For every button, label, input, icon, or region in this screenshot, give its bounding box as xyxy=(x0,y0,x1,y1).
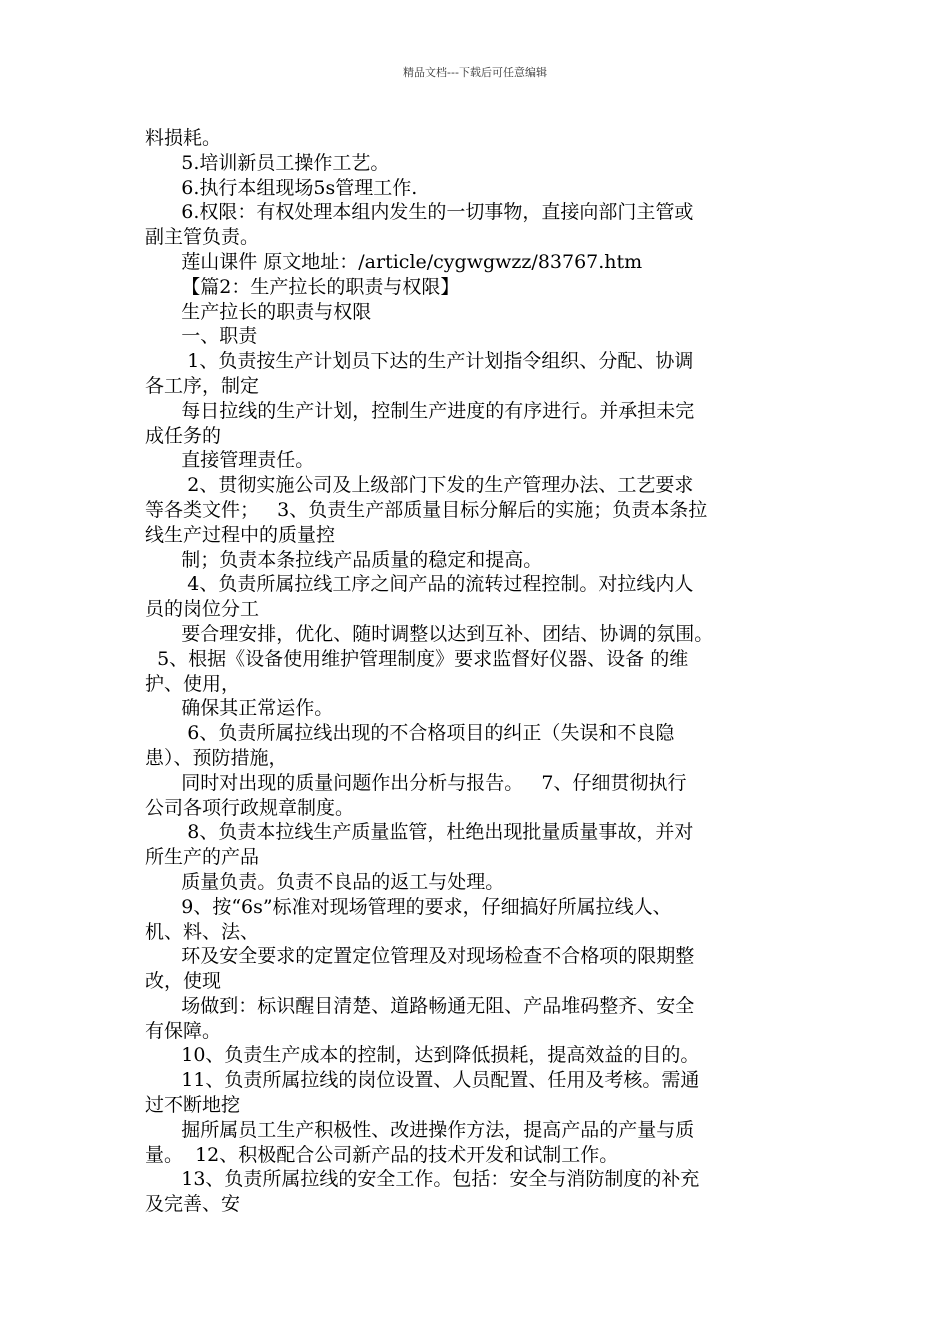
text-line: 莲山课件 原文地址：/article/cygwgwzz/83767.htm xyxy=(145,250,643,273)
text-line: 4、负责所属拉线工序之间产品的流转过程控制。对拉线内人 xyxy=(145,573,694,596)
text-line: 场做到：标识醒目清楚、道路畅通无阻、产品堆码整齐、安全 xyxy=(145,994,695,1017)
text-line: 有保障。 xyxy=(145,1019,222,1042)
text-line: 生产拉长的职责与权限 xyxy=(145,300,372,323)
text-line: 直接管理责任。 xyxy=(145,449,315,472)
text-line: 员的岗位分工 xyxy=(145,598,260,621)
text-line: 掘所属员工生产积极性、改进操作方法，提高产品的产量与质 xyxy=(145,1118,695,1141)
text-line: 10、负责生产成本的控制，达到降低损耗，提高效益的目的。 xyxy=(145,1044,700,1067)
text-line: 要合理安排，优化、随时调整以达到互补、团结、协调的氛围。 xyxy=(145,622,714,645)
text-line: 9、按“6s”标准对现场管理的要求，仔细搞好所属拉线人、 xyxy=(145,895,672,918)
text-line: 13、负责所属拉线的安全工作。包括：安全与消防制度的补充 xyxy=(145,1168,700,1191)
text-line: 及完善、安 xyxy=(145,1193,241,1216)
text-line: 所生产的产品 xyxy=(145,846,260,869)
text-line: 各工序，制定 xyxy=(145,374,260,397)
text-line: 2、贯彻实施公司及上级部门下发的生产管理办法、工艺要求 xyxy=(145,474,694,497)
text-line: 6.执行本组现场5s管理工作. xyxy=(145,176,418,199)
text-line: 【篇2：生产拉长的职责与权限】 xyxy=(145,275,460,298)
text-line: 确保其正常运作。 xyxy=(145,697,334,720)
page-header: 精品文档---下载后可任意编辑 xyxy=(403,66,547,79)
text-line: 等各类文件； 3、负责生产部质量目标分解后的实施；负责本条拉 xyxy=(145,498,708,521)
text-line: 5、根据《设备使用维护管理制度》要求监督好仪器、设备 的维 xyxy=(145,647,689,670)
text-line: 机、料、法、 xyxy=(145,920,260,943)
text-line: 护、使用， xyxy=(145,672,241,695)
text-line: 8、负责本拉线生产质量监管，杜绝出现批量质量事故，并对 xyxy=(145,821,694,844)
text-line: 改，使现 xyxy=(145,970,222,993)
text-line: 同时对出现的质量问题作出分析与报告。 7、仔细贯彻执行 xyxy=(145,771,687,794)
text-line: 1、负责按生产计划员下达的生产计划指令组织、分配、协调 xyxy=(145,350,694,373)
text-line: 副主管负责。 xyxy=(145,226,260,249)
text-line: 6、负责所属拉线出现的不合格项目的纠正（失误和不良隐 xyxy=(145,722,675,745)
text-line: 线生产过程中的质量控 xyxy=(145,523,336,546)
text-line: 成任务的 xyxy=(145,424,222,447)
text-line: 5.培训新员工操作工艺。 xyxy=(145,151,390,174)
document-body xyxy=(145,126,810,1217)
text-line: 11、负责所属拉线的岗位设置、人员配置、任用及考核。需通 xyxy=(145,1069,700,1092)
text-line: 量。 12、积极配合公司新产品的技术开发和试制工作。 xyxy=(145,1143,619,1166)
text-line: 料损耗。 xyxy=(145,127,222,149)
text-line: 质量负责。负责不良品的返工与处理。 xyxy=(145,870,505,893)
text-line: 制；负责本条拉线产品质量的稳定和提高。 xyxy=(145,548,543,571)
text-line: 公司各项行政规章制度。 xyxy=(145,796,355,819)
text-line: 6.权限：有权处理本组内发生的一切事物，直接向部门主管或 xyxy=(145,201,694,224)
text-line: 每日拉线的生产计划，控制生产进度的有序进行。并承担未完 xyxy=(145,399,695,422)
text-line: 环及安全要求的定置定位管理及对现场检查不合格项的限期整 xyxy=(145,945,695,968)
text-line: 一、职责 xyxy=(145,325,258,348)
text-line: 过不断地挖 xyxy=(145,1094,241,1117)
text-line: 患）、预防措施， xyxy=(145,746,288,769)
